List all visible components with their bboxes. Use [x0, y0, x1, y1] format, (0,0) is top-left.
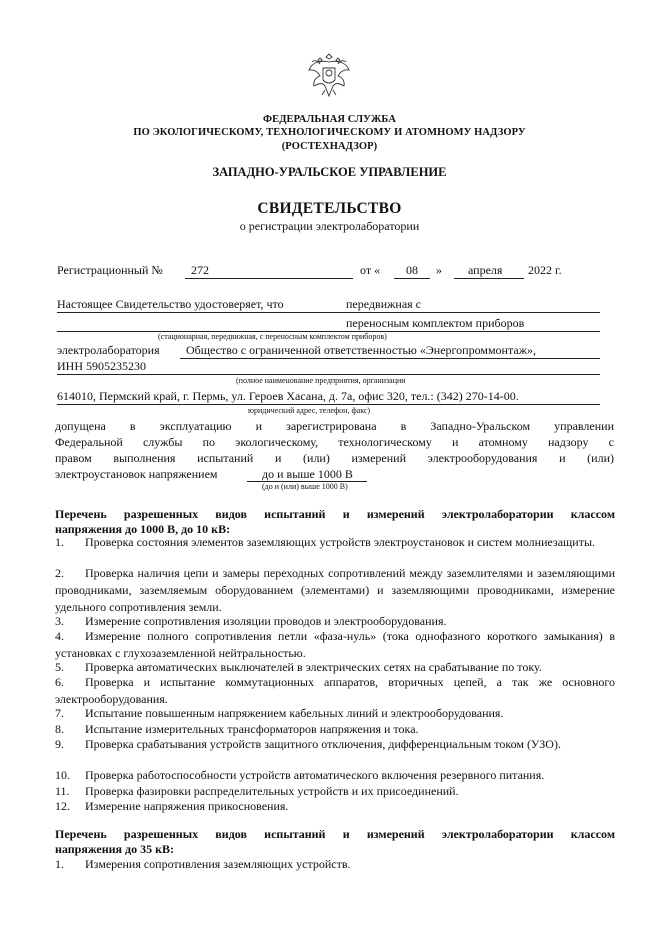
organization-name: Общество с ограниченной ответственностью «Энергопроммонтаж», — [186, 343, 536, 357]
section1-heading — [55, 507, 615, 537]
list-item-text: Измерение сопротивления изоляции проводов и электрооборудования. — [85, 614, 447, 628]
admission-voltage-hint: (до и (или) выше 1000 В) — [262, 482, 348, 491]
date-from-label: от « — [360, 263, 381, 277]
coat-of-arms-icon — [306, 50, 352, 102]
lab-type-underline1 — [57, 312, 600, 313]
list-item-number: 2. — [55, 566, 64, 580]
agency-abbreviation: (РОСТЕХНАДЗОР) — [281, 141, 378, 152]
list-item-text: Проверка фазировки распределительных устройств и их присоединений. — [85, 784, 459, 798]
list-item-text: Проверка автоматических выключателей в электрических сетях на срабатывание по току. — [85, 660, 542, 674]
admission-voltage-label: электроустановок напряжением — [55, 467, 218, 481]
date-day: 08 — [406, 263, 418, 277]
list-item — [55, 628, 615, 662]
admission-line2: Федеральной службы по экологическому, технологическому и атомному надзору с — [55, 435, 614, 449]
agency-name-line2: ПО ЭКОЛОГИЧЕСКОМУ, ТЕХНОЛОГИЧЕСКОМУ И АТОМНОМУ НАДЗОРУ — [133, 127, 526, 138]
list-item-number: 4. — [55, 629, 64, 643]
list-item-text: Проверка работоспособности устройств автоматического включения резервного питания. — [85, 768, 545, 782]
organization-label: электролаборатория — [57, 343, 160, 357]
date-day-underline — [394, 278, 430, 279]
list-item — [55, 674, 615, 708]
list-item — [55, 856, 615, 873]
list-item — [55, 767, 615, 784]
list-item — [55, 736, 615, 753]
date-year: 2022 г. — [528, 263, 562, 277]
section1-heading-line1: Перечень разрешенных видов испытаний и измерений электролаборатории классом — [55, 507, 615, 521]
list-item-number: 5. — [55, 660, 64, 674]
admission-voltage: до и выше 1000 В — [262, 467, 353, 481]
list-item-number: 7. — [55, 706, 64, 720]
document-subtitle: о регистрации электролаборатории — [239, 219, 420, 233]
agency-name-line1: ФЕДЕРАЛЬНАЯ СЛУЖБА — [262, 114, 397, 125]
list-item — [55, 565, 615, 616]
list-item-number: 1. — [55, 857, 64, 871]
certify-text: Настоящее Свидетельство удостоверяет, что — [57, 297, 284, 311]
registration-number: 272 — [191, 263, 209, 277]
list-item-text: Измерения сопротивления заземляющих устройств. — [85, 857, 351, 871]
organization-address-underline — [57, 404, 600, 405]
list-item-number: 3. — [55, 614, 64, 628]
organization-address-hint: юридический адрес, телефон, факс) — [248, 406, 371, 415]
list-item-text: Испытание повышенным напряжением кабельных линий и электрооборудования. — [85, 706, 504, 720]
list-item-number: 9. — [55, 737, 64, 751]
date-month-underline — [454, 278, 524, 279]
list-item-text: Проверка наличия цепи и замеры переходных сопротивлений между заземлителями и заземляющими проводниками, заземляемым оборудованием (элементами) и заземляющими проводниками, измерение удельного сопротивления земли. — [55, 566, 615, 614]
list-item-number: 11. — [55, 784, 70, 798]
list-item-number: 1. — [55, 535, 64, 549]
organization-address: 614010, Пермский край, г. Пермь, ул. Героев Хасана, д. 7а, офис 320, тел.: (342) 270-14-00. — [57, 389, 519, 403]
list-item-number: 10. — [55, 768, 70, 782]
organization-name-underline — [180, 358, 600, 359]
list-item-number: 6. — [55, 675, 64, 689]
admission-line3: правом выполнения испытаний и (или) измерений электрооборудования и (или) — [55, 451, 614, 465]
document-title: СВИДЕТЕЛЬСТВО — [257, 200, 402, 217]
list-item-number: 12. — [55, 799, 70, 813]
list-item-text: Проверка состояния элементов заземляющих устройств электроустановок и систем молниезащиты. — [85, 535, 595, 549]
registration-number-underline — [185, 278, 353, 279]
list-item — [55, 705, 615, 722]
organization-inn-underline — [57, 374, 600, 375]
list-item-text: Измерение напряжения прикосновения. — [85, 799, 289, 813]
section2-heading — [55, 827, 615, 857]
lab-type-line1: передвижная с — [346, 297, 421, 311]
lab-type-hint: (стационарная, передвижная, с переносным комплектом приборов) — [158, 332, 387, 341]
admission-line1: допущена в эксплуатацию и зарегистрирована в Западно-Уральском управлении — [55, 419, 614, 433]
list-item-text: Испытание измерительных трансформаторов напряжения и тока. — [85, 722, 419, 736]
lab-type-line2: переносным комплектом приборов — [346, 316, 525, 330]
section2-heading-line1: Перечень разрешенных видов испытаний и измерений электролаборатории классом — [55, 827, 615, 841]
registration-label: Регистрационный № — [57, 263, 163, 277]
organization-name-hint: (полное наименование предприятия, организации — [236, 376, 406, 385]
list-item-text: Проверка и испытание коммутационных аппаратов, вторичных цепей, а так же основного электрооборудования. — [55, 675, 615, 706]
organization-inn: ИНН 5905235230 — [57, 359, 146, 373]
department-name: ЗАПАДНО-УРАЛЬСКОЕ УПРАВЛЕНИЕ — [212, 165, 447, 179]
date-month: апреля — [468, 263, 503, 277]
date-close-quote: » — [436, 263, 442, 277]
list-item-text: Измерение полного сопротивления петли «фаза-нуль» (тока однофазного короткого замыкания) в установках с глухозаземленной нейтральностью. — [55, 629, 615, 660]
list-item — [55, 798, 615, 815]
list-item — [55, 534, 615, 551]
list-item-number: 8. — [55, 722, 64, 736]
list-item-text: Проверка срабатывания устройств защитного отключения, дифференциальным током (УЗО). — [85, 737, 561, 751]
section1-heading-line2: напряжения до 1000 В, до 10 кВ: — [55, 522, 231, 536]
section2-heading-line2: напряжения до 35 кВ: — [55, 842, 175, 856]
